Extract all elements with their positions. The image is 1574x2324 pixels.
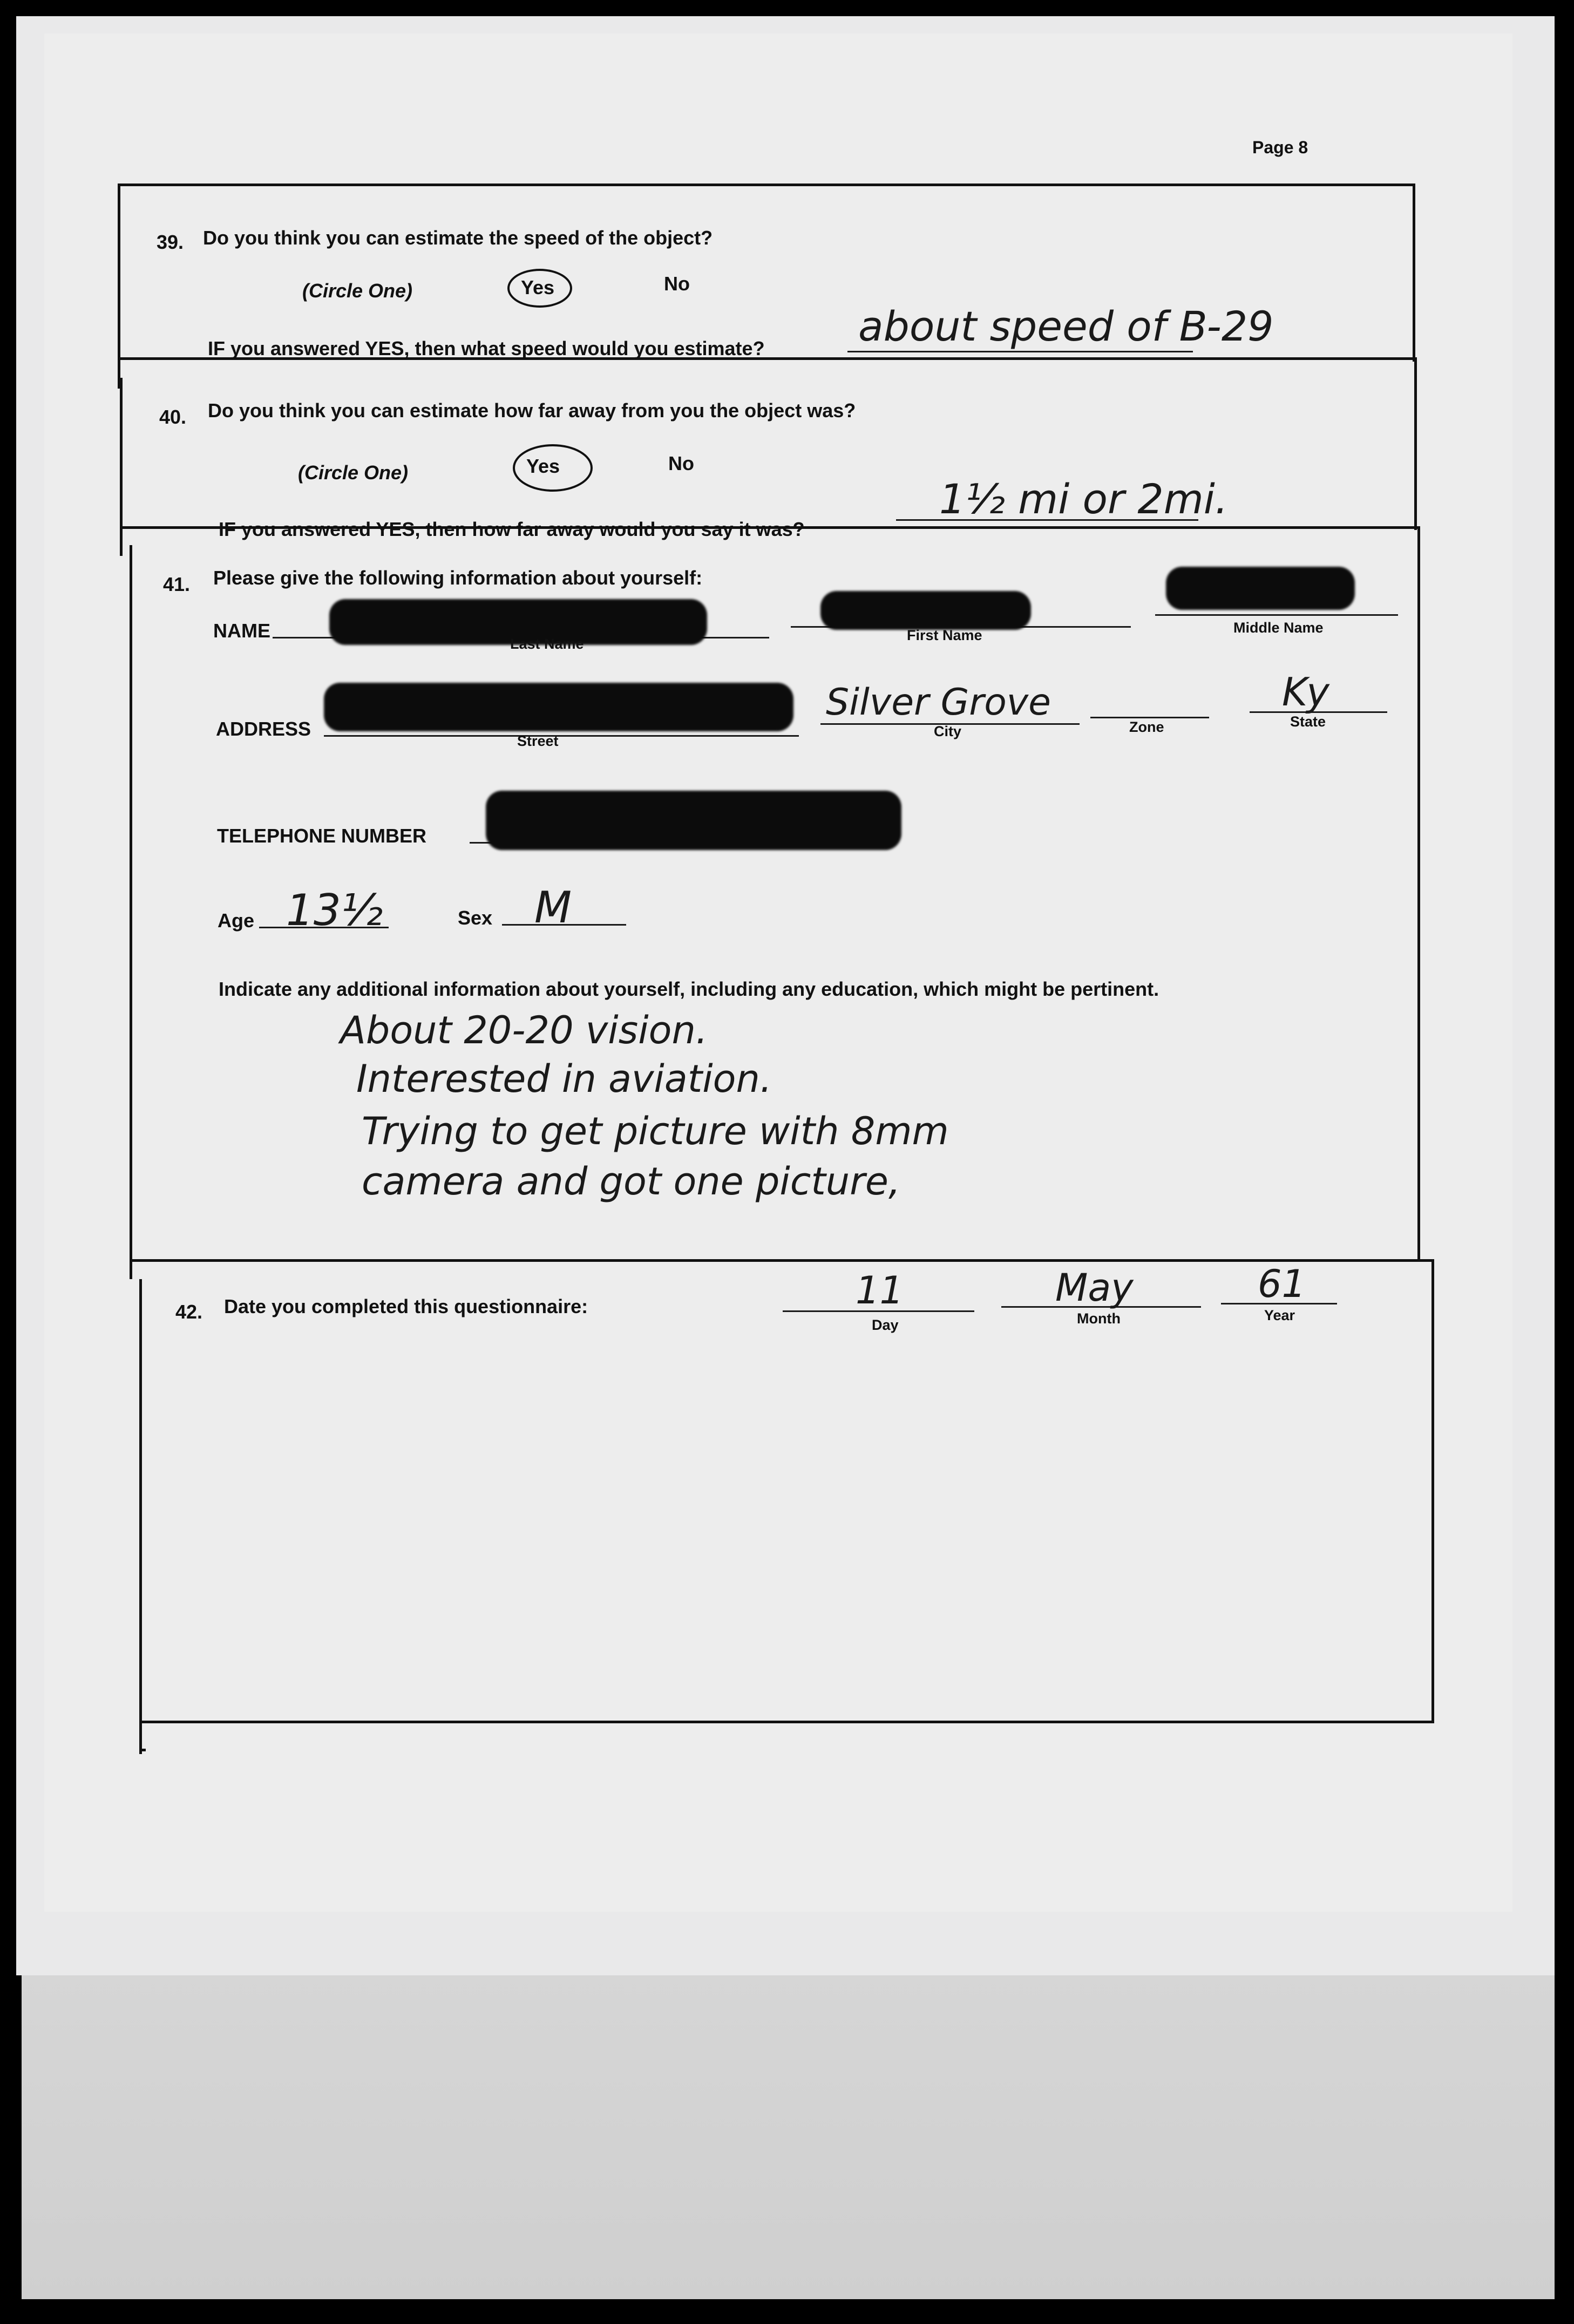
name-label: NAME — [213, 620, 270, 642]
q39-no-option: No — [664, 273, 690, 295]
redacted-street — [324, 683, 793, 731]
redacted-middle-name — [1166, 567, 1355, 610]
month-value: May — [1055, 1266, 1134, 1310]
q40-followup: IF you answered YES, then how far away would you say it was? — [219, 518, 805, 540]
q41-intro: Please give the following information about yourself: — [213, 567, 703, 589]
telephone-label: TELEPHONE NUMBER — [217, 825, 427, 847]
q40-question: Do you think you can estimate how far away from you the object was? — [208, 399, 856, 422]
redacted-first-name — [820, 591, 1031, 630]
first-name-label: First Name — [907, 627, 982, 643]
redacted-telephone — [486, 791, 901, 850]
paper-surface — [44, 33, 1512, 1912]
zone-label: Zone — [1129, 719, 1164, 735]
address-label: ADDRESS — [216, 718, 311, 740]
additional-line-3: Trying to get picture with 8mm — [362, 1109, 949, 1153]
page-number: Page 8 — [1252, 138, 1308, 157]
year-value: 61 — [1258, 1262, 1306, 1306]
q40-number: 40. — [159, 406, 187, 428]
city-label: City — [934, 723, 962, 739]
q40-no-option: No — [668, 452, 694, 474]
q40-circle-one: (Circle One) — [298, 461, 409, 484]
sex-label: Sex — [458, 907, 493, 929]
q39-circle-one: (Circle One) — [302, 280, 413, 302]
month-label: Month — [1077, 1310, 1121, 1327]
q40-answer: 1½ mi or 2mi. — [939, 475, 1229, 523]
additional-line-2: Interested in aviation. — [356, 1057, 772, 1101]
last-name-label: Last Name — [510, 636, 584, 652]
state-label: State — [1290, 713, 1326, 730]
city-value: Silver Grove — [826, 681, 1051, 724]
q39-number: 39. — [157, 231, 184, 253]
sex-value: M — [534, 882, 572, 933]
age-label: Age — [218, 909, 255, 932]
year-label: Year — [1264, 1307, 1295, 1323]
q39-answer: about speed of B-29 — [858, 302, 1274, 350]
additional-line-4: camera and got one picture, — [362, 1159, 901, 1204]
middle-name-label: Middle Name — [1233, 620, 1324, 636]
q42-number: 42. — [175, 1301, 203, 1323]
additional-info-prompt: Indicate any additional information about yourself, including any education, which might be pertinent. — [219, 978, 1159, 1000]
day-value: 11 — [856, 1268, 904, 1313]
q39-question: Do you think you can estimate the speed of the object? — [203, 227, 713, 249]
q39-followup: IF you answered YES, then what speed would you estimate? — [208, 337, 765, 359]
state-value: Ky — [1282, 669, 1329, 715]
age-value: 13½ — [286, 885, 383, 935]
q39-yes-option: Yes — [521, 276, 555, 298]
q42-question: Date you completed this questionnaire: — [224, 1295, 588, 1317]
day-label: Day — [872, 1317, 899, 1333]
q40-yes-option: Yes — [526, 455, 560, 477]
additional-line-1: About 20-20 vision. — [340, 1008, 708, 1052]
q41-number: 41. — [163, 573, 191, 595]
street-label: Street — [517, 733, 559, 749]
